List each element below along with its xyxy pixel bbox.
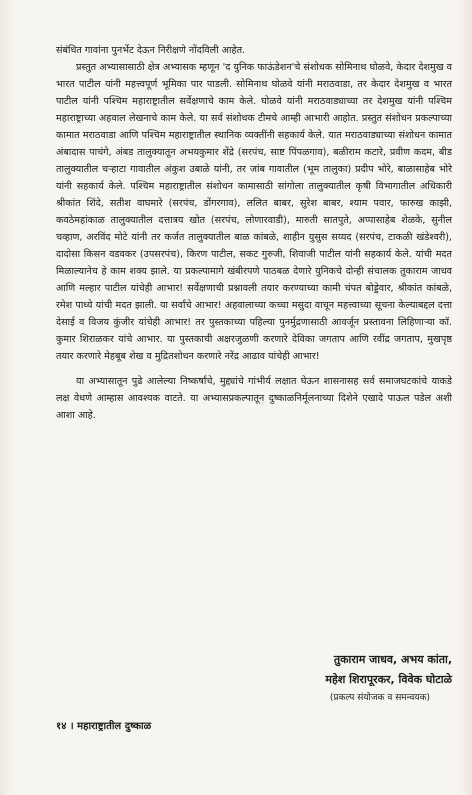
signature-role: (प्रकल्प संयोजक व समन्वयक) (329, 693, 430, 703)
paragraph-acknowledgements: प्रस्तुत अभ्यासासाठी क्षेत्र अभ्यासक म्हणून 'द युनिक फाऊंडेशन'चे संशोधक सोमिनाथ घोळवे, केदार देशमुख व भारत पाटील यांनी महत्त्वपूर्ण भूमिका पार पाडली. सोमिनाथ घोळवे यांनी मराठवाडा, तर केदार देशमुख व भारत पाटील यांनी पश्चिम महाराष्ट्रातील सर्वेक्षणाचे काम केले. घोळवे यांनी मराठवाड्याच्या तर देशमुख यांनी पश्चिम महाराष्ट्राच्या अहवाल लेखनाचे काम केले. या सर्व संशोधक टीमचे आम्ही आभारी आहोत. प्रस्तुत संशोधन प्रकल्पाच्या कामात मराठवाडा आणि पश्चिम महाराष्ट्रातील स्थानिक व्यक्तींनी सहकार्य केले. यात मराठवाड्याच्या संशोधन कामात अंबादास पाचंगे, अंबड तालुक्यातून अभयकुमार शेंद्रे (सरपंच, साष्ट पिंपळगाव), बळीराम कटारे, प्रवीण कदम, बीड तालुक्यातील चऱ्हाटा गावातील अंकुश उबाळे यांनी, तर जांब गावातील (भूम तालुका) प्रदीप भोरे, बाळासाहेब भोरे यांनी सहकार्य केले. पश्चिम महाराष्ट्रातील संशोधन कामासाठी सांगोला तालुक्यातील कृषी विभागातील अधिकारी श्रीकांत शिंदे, सतीश वाघमारे (सरपंच, डोंगरगाव), ललित बाबर, सुरेश बाबर, श्याम पवार, फारुख काझी, कवठेमहांकाळ तालुक्यातील दत्तात्रय खोत (सरपंच, लोणारवाडी), मारुती सातपुते, अप्पासाहेब शेळके, सुनील चव्हाण, अरविंद मोटे यांनी तर कर्जत तालुक्यातील बाळ कांबळे, शाहीन युसुस सय्यद (सरपंच, टाकळी खंडेश्वरी), दादोसा किसन वडवकर (उपसरपंच), किरण पाटील, सकट गुरुजी, शिवाजी पाटील यांनी सहकार्य केले. यांची मदत मिळाल्यानेच हे काम शक्य झाले. या प्रकल्पामागे खंबीरपणे पाठबळ देणारे युनिकचे दोन्ही संचालक तुकाराम जाधव आणि मल्हार पाटील यांचेही आभार! सर्वेक्षणाची प्रश्नावली तयार करण्याच्या कामी चंपत बोड्डेवार, श्रीकांत कांबळे, रमेश पाध्ये यांची मदत झाली. या सर्वांचे आभार! अहवालाच्या कच्चा मसुदा वाचून महत्त्वाच्या सूचना केल्याबद्दल दत्ता देसाई व विजय कुंजीर यांचेही आभार! तर पुस्तकाच्या पहिल्या पुनर्मुद्रणासाठी आवर्जून प्रस्तावना लिहिणाऱ्या कॉ. कुमार शिराळकर यांचे आभार. या पुस्तकाची अक्षरजुळणी करणारे देविका जगताप आणि रवींद्र जगताप, मुखपृष्ठ तयार करणारे मेहबूब शेख व मुद्रितशोधन करणारे नरेंद्र आढाव यांचेही आभार! (56, 62, 452, 362)
body-text (56, 42, 452, 424)
signature-names-line-2: महेश शिरापूरकर, विवेक घोटाळे (325, 673, 452, 686)
paragraph-intro: संबंधित गावांना पुनर्भेट देऊन निरीक्षणे नोंदविली आहेत. (56, 45, 246, 56)
paragraph-conclusion: या अभ्यासातून पुढे आलेल्या निष्कर्षांचे, मुद्द्यांचे गांभीर्य लक्षात घेऊन शासनासह सर्व समाजघटकांचे याकडे लक्ष वेधणे आम्हास आवश्यक वाटते. या अभ्यासप्रकल्पातून दुष्काळनिर्मूलनाच्या दिशेने एखादे पाऊल पडेल अशी आशा आहे. (56, 376, 452, 421)
page-footer: १४ । महाराष्ट्रातील दुष्काळ (56, 721, 152, 732)
signature-names-line-1: तुकाराम जाधव, अभय कांता, (333, 653, 452, 666)
signature-block (325, 650, 452, 706)
